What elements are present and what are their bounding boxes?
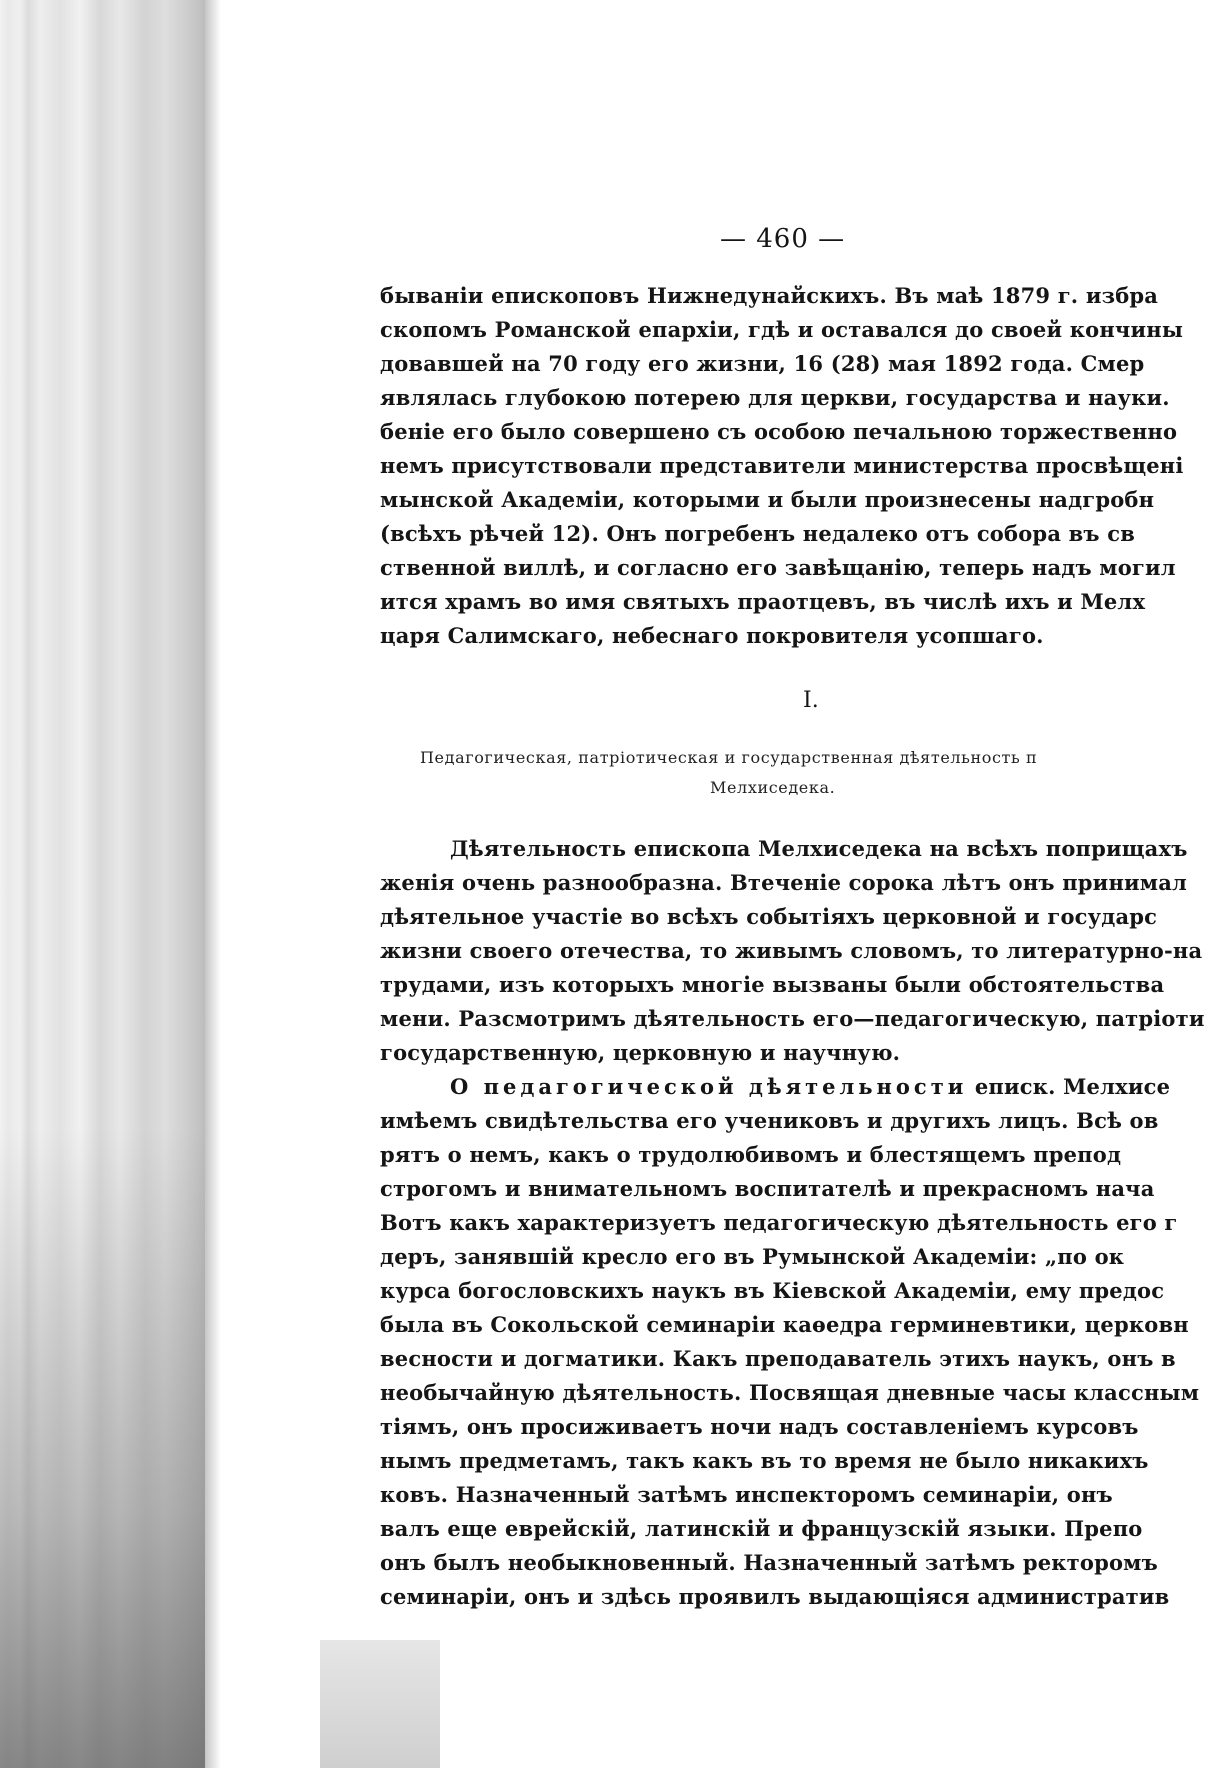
text-line: мени. Разсмотримъ дѣятельность его—педагогическую, патріоти	[380, 1006, 1205, 1031]
text-line: царя Салимскаго, небеснаго покровителя усопшаго.	[380, 623, 1044, 648]
section-heading-line: Педагогическая, патріотическая и государственная дѣятельность п	[420, 748, 1038, 767]
text-line: государственную, церковную и научную.	[380, 1040, 901, 1065]
gutter-shadow	[205, 0, 221, 1768]
spaced-emphasis: О педагогической дѣятельности	[450, 1074, 968, 1099]
text-line: беніе его было совершено съ особою печальною торжественно	[380, 419, 1178, 444]
text-fragment: еписк. Мелхисе	[974, 1074, 1171, 1099]
text-line: нымъ предметамъ, такъ какъ въ то время не было никакихъ	[380, 1448, 1149, 1473]
text-line: имѣемъ свидѣтельства его учениковъ и другихъ лицъ. Всѣ ов	[380, 1108, 1159, 1133]
book-spine-edge	[0, 0, 205, 1768]
text-line: ится храмъ во имя святыхъ праотцевъ, въ числѣ ихъ и Мелх	[380, 589, 1146, 614]
text-line: (всѣхъ рѣчей 12). Онъ погребенъ недалеко отъ собора въ св	[380, 521, 1136, 546]
text-line: онъ былъ необыкновенный. Назначенный затѣмъ ректоромъ	[380, 1550, 1158, 1575]
text-line: Дѣятельность епископа Мелхиседека на всѣхъ поприщахъ	[450, 836, 1188, 861]
text-line: мынской Академіи, которыми и были произнесены надгробн	[380, 487, 1155, 512]
text-line	[450, 1070, 1170, 1104]
text-line: являлась глубокою потерею для церкви, государства и науки.	[380, 385, 1170, 410]
text-line: весности и догматики. Какъ преподаватель этихъ наукъ, онъ в	[380, 1346, 1176, 1371]
section-numeral: I.	[803, 688, 819, 713]
text-line: была въ Сокольской семинаріи каѳедра герминевтики, церковн	[380, 1312, 1189, 1337]
text-line: необычайную дѣятельность. Посвящая дневные часы классным	[380, 1380, 1200, 1405]
text-line: бываніи епископовъ Нижнедунайскихъ. Въ маѣ 1879 г. избра	[380, 283, 1159, 308]
text-line: довавшей на 70 году его жизни, 16 (28) мая 1892 года. Смер	[380, 351, 1145, 376]
text-line: валъ еще еврейскій, латинскій и французскій языки. Препо	[380, 1516, 1143, 1541]
text-line: дѣятельное участіе во всѣхъ событіяхъ церковной и государс	[380, 904, 1158, 929]
page-number: — 460 —	[720, 224, 846, 254]
book-page	[380, 0, 1205, 1768]
text-line: немъ присутствовали представители министерства просвѣщені	[380, 453, 1184, 478]
text-line: ковъ. Назначенный затѣмъ инспекторомъ семинаріи, онъ	[380, 1482, 1113, 1507]
text-line: семинаріи, онъ и здѣсь проявилъ выдающіяся административ	[380, 1584, 1170, 1609]
text-line: деръ, занявшій кресло его въ Румынской Академіи: „по ок	[380, 1244, 1125, 1269]
text-line: тіямъ, онъ просиживаетъ ночи надъ составленіемъ курсовъ	[380, 1414, 1139, 1439]
text-line: трудами, изъ которыхъ многіе вызваны были обстоятельства	[380, 972, 1165, 997]
text-line: жизни своего отечества, то живымъ словомъ, то литературно-на	[380, 938, 1203, 963]
text-line: курса богословскихъ наукъ въ Кіевской Академіи, ему предос	[380, 1278, 1165, 1303]
text-line: Вотъ какъ характеризуетъ педагогическую дѣятельность его г	[380, 1210, 1178, 1235]
text-line: женія очень разнообразна. Втеченіе сорока лѣтъ онъ принимал	[380, 870, 1188, 895]
text-line: рятъ о немъ, какъ о трудолюбивомъ и блестящемъ препод	[380, 1142, 1122, 1167]
section-heading-line: Мелхиседека.	[710, 778, 836, 797]
text-line: ственной виллѣ, и согласно его завѣщанію, теперь надъ могил	[380, 555, 1176, 580]
text-line: строгомъ и внимательномъ воспитателѣ и прекрасномъ нача	[380, 1176, 1155, 1201]
text-line: скопомъ Романской епархіи, гдѣ и оставался до своей кончины	[380, 317, 1184, 342]
